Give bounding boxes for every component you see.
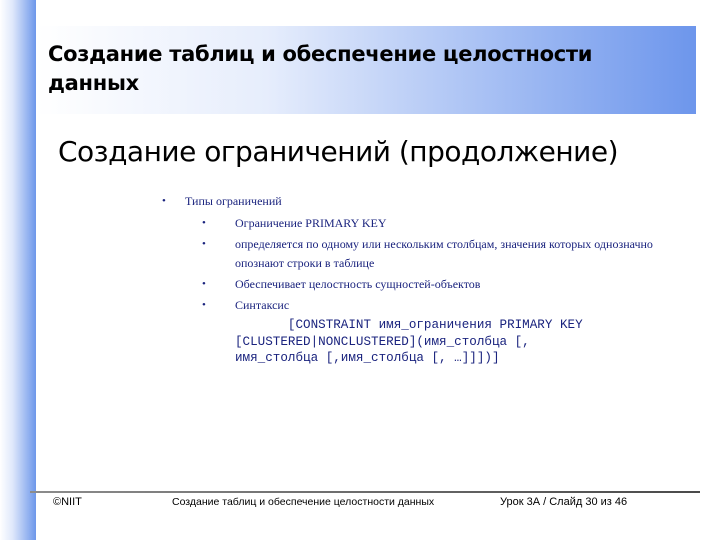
syntax-line: [CONSTRAINT имя_ограничения PRIMARY KEY xyxy=(235,318,583,332)
slide-subtitle: Создание ограничений (продолжение) xyxy=(58,135,618,168)
slide-header-title: Создание таблиц и обеспечение целостности данных xyxy=(48,42,593,95)
bullet-text: Синтаксис xyxy=(235,298,290,312)
bullet-icon: • xyxy=(202,217,206,229)
bullet-icon: • xyxy=(202,299,206,311)
footer-copyright: ©NIIT xyxy=(53,496,82,508)
bullet-item xyxy=(162,296,672,315)
bullet-text: определяется по одному или нескольким столбцам, значения которых однозначно опознают строки в таблице xyxy=(235,237,653,270)
bullet-item xyxy=(162,214,672,233)
bullet-text: Типы ограничений xyxy=(185,194,282,208)
syntax-line: имя_столбца [,имя_столбца [, …]]])] xyxy=(235,351,500,365)
footer-slide-number: Урок 3А / Слайд 30 из 46 xyxy=(500,496,628,508)
bullet-icon: • xyxy=(162,195,166,207)
footer-divider xyxy=(30,491,700,493)
syntax-code-block xyxy=(162,317,672,367)
bullet-item xyxy=(162,193,672,209)
bullet-icon: • xyxy=(202,238,206,250)
bullet-text: Ограничение PRIMARY KEY xyxy=(235,216,387,230)
slide-content xyxy=(162,193,672,367)
bullet-item xyxy=(162,235,672,273)
bullet-icon: • xyxy=(202,278,206,290)
syntax-line: [CLUSTERED|NONCLUSTERED](имя_столбца [, xyxy=(235,334,530,349)
bullet-text: Обеспечивает целостность сущностей-объектов xyxy=(235,277,481,291)
left-decorative-bar xyxy=(0,0,36,540)
footer-course-title: Создание таблиц и обеспечение целостности данных xyxy=(172,496,435,508)
bullet-item xyxy=(162,275,672,294)
